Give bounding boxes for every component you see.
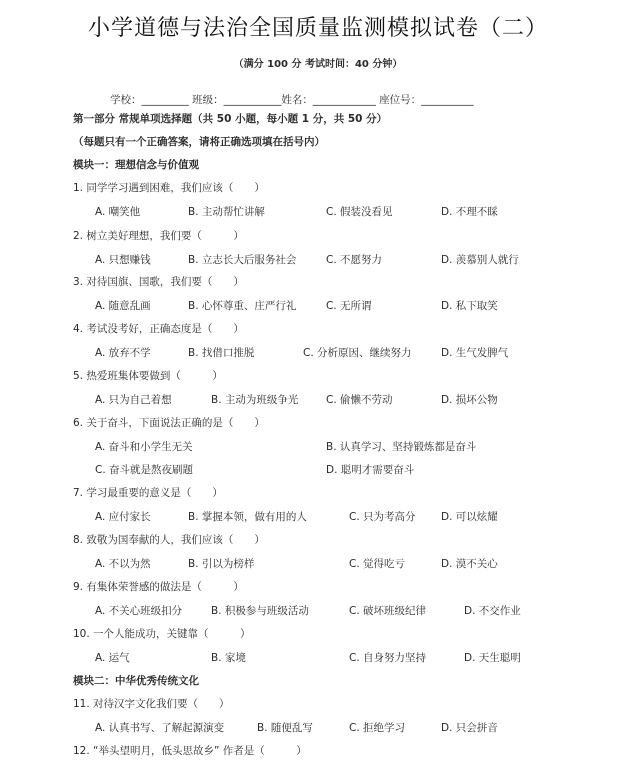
- question-10-option-c: C. 自身努力坚持: [349, 651, 427, 664]
- question-8-option-c: C. 觉得吃亏: [349, 557, 406, 570]
- question-3-option-d: D. 私下取笑: [441, 299, 498, 312]
- question-6-option-d: D. 聪明才需要奋斗: [326, 464, 415, 476]
- question-2-option-b: B. 立志长大后服务社会: [188, 253, 297, 266]
- page-title: 小学道德与法治全国质量监测模拟试卷（二）: [87, 16, 548, 41]
- question-3-text: 3. 对待国旗、国歌，我们要（ ）: [73, 276, 244, 288]
- question-4-option-c: C. 分析原因、继续努力: [303, 346, 412, 359]
- question-1-option-a: A. 嘲笑他: [95, 205, 141, 218]
- question-6-text: 6. 关于奋斗，下面说法正确的是（ ）: [73, 417, 265, 429]
- exam-subtitle: （满分 100 分 考试时间：40 分钟）: [233, 59, 403, 70]
- question-2-option-c: C. 不愿努力: [326, 253, 383, 266]
- question-7-text: 7. 学习最重要的意义是（ ）: [73, 487, 223, 499]
- question-9-text: 9. 有集体荣誉感的做法是（ ）: [73, 581, 244, 593]
- question-11-option-d: D. 只会拼音: [441, 721, 498, 734]
- question-8-option-a: A. 不以为然: [95, 557, 151, 570]
- question-2-option-a: A. 只想赚钱: [95, 253, 151, 266]
- question-6-option-b: B. 认真学习、坚持锻炼都是奋斗: [326, 440, 477, 453]
- question-10-option-a: A. 运气: [95, 651, 130, 664]
- question-7-option-d: D. 可以炫耀: [441, 510, 498, 523]
- question-10-option-b: B. 家境: [211, 651, 246, 664]
- question-8-option-b: B. 引以为榜样: [188, 557, 255, 570]
- question-10-option-d: D. 天生聪明: [464, 651, 521, 664]
- part1-heading: 第一部分 常规单项选择题（共 50 小题，每小题 1 分，共 50 分）: [73, 113, 388, 125]
- question-1-text: 1. 同学学习遇到困难，我们应该（ ）: [73, 182, 265, 194]
- question-5-option-d: D. 损坏公物: [441, 393, 498, 406]
- instruction-text: （每题只有一个正确答案，请将正确选项填在括号内）: [73, 136, 325, 148]
- question-8-option-d: D. 漠不关心: [441, 557, 498, 570]
- question-7-option-a: A. 应付家长: [95, 510, 151, 523]
- question-2-text: 2. 树立美好理想，我们要（ ）: [73, 230, 244, 242]
- question-2-option-d: D. 羡慕别人就行: [441, 253, 519, 266]
- question-1-option-c: C. 假装没看见: [326, 205, 393, 218]
- question-5-option-c: C. 偷懒不劳动: [326, 393, 393, 406]
- question-6-option-a: A. 奋斗和小学生无关: [95, 440, 193, 453]
- question-5-text: 5. 热爱班集体要做到（ ）: [73, 370, 223, 382]
- question-10-text: 10. 一个人能成功，关键靠（ ）: [73, 628, 251, 640]
- question-9-option-a: A. 不关心班级扣分: [95, 604, 183, 617]
- question-11-option-a: A. 认真书写、了解起源演变: [95, 721, 225, 734]
- question-3-option-c: C. 无所谓: [326, 299, 372, 312]
- question-4-option-a: A. 放弃不学: [95, 346, 151, 359]
- module1-heading: 模块一：理想信念与价值观: [73, 159, 199, 171]
- question-8-text: 8. 致敬为国奉献的人，我们应该（ ）: [73, 534, 265, 546]
- question-9-option-b: B. 积极参与班级活动: [211, 604, 309, 617]
- question-4-option-d: D. 生气发脾气: [441, 346, 509, 359]
- question-11-option-c: C. 拒绝学习: [349, 721, 406, 734]
- question-6-option-c: C. 奋斗就是熬夜刷题: [95, 464, 194, 476]
- question-1-option-d: D. 不理不睬: [441, 205, 498, 218]
- student-info-line: 学校：_________ 班级：___________姓名：____________ 座位号：__________: [110, 94, 474, 106]
- question-7-option-c: C. 只为考高分: [349, 510, 416, 523]
- question-3-option-a: A. 随意乱画: [95, 299, 151, 312]
- question-9-option-d: D. 不交作业: [464, 604, 521, 617]
- question-4-text: 4. 考试没考好，正确态度是（ ）: [73, 323, 244, 335]
- question-12-text: 12. “举头望明月，低头思故乡” 作者是（ ）: [73, 745, 307, 757]
- question-7-option-b: B. 掌握本领，做有用的人: [188, 510, 307, 523]
- question-5-option-a: A. 只为自己着想: [95, 393, 172, 406]
- question-4-option-b: B. 找借口推脱: [188, 346, 255, 359]
- question-11-text: 11. 对待汉字文化我们要（ ）: [73, 698, 230, 710]
- question-3-option-b: B. 心怀尊重、庄严行礼: [188, 299, 297, 312]
- question-11-option-b: B. 随便乱写: [257, 721, 313, 734]
- module2-heading: 模块二：中华优秀传统文化: [73, 675, 199, 687]
- question-9-option-c: C. 破坏班级纪律: [349, 604, 427, 617]
- question-1-option-b: B. 主动帮忙讲解: [188, 205, 265, 218]
- question-5-option-b: B. 主动为班级争光: [211, 393, 299, 406]
